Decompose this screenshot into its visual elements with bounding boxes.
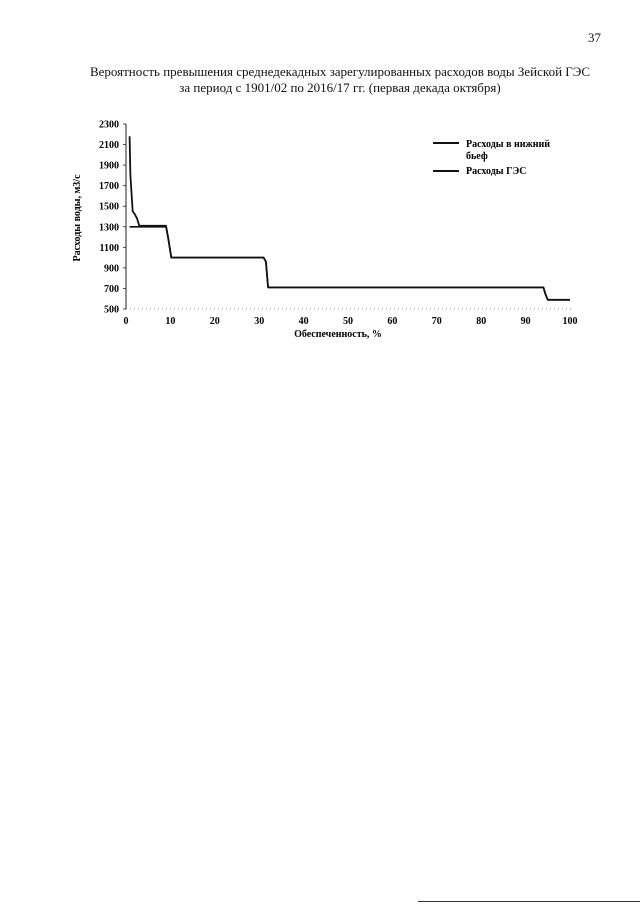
legend-label-lower-pool-part1: Расходы в нижний — [466, 139, 551, 150]
y-tick-label: 1300 — [99, 222, 119, 234]
page-edge-line — [418, 901, 640, 902]
series-line-lower-pool — [130, 136, 570, 299]
x-tick-labels — [124, 316, 578, 327]
legend-label-lower-pool-part2: бьеф — [466, 151, 488, 162]
x-tick-label: 50 — [343, 316, 353, 327]
y-tick-label: 1700 — [99, 181, 119, 193]
y-tick-label: 1900 — [99, 160, 119, 172]
y-tick-label: 1100 — [99, 242, 119, 254]
x-tick-label: 40 — [298, 316, 309, 327]
x-tick-label: 30 — [254, 316, 265, 327]
chart-title-line-2: за период с 1901/02 по 2016/17 гг. (первая декада октября) — [179, 80, 501, 95]
y-tick-label: 2100 — [99, 140, 119, 152]
legend — [433, 139, 553, 177]
page-number: 37 — [588, 30, 601, 45]
x-tick-label: 80 — [476, 316, 487, 327]
y-axis-label: Расходы воды, м3/с — [72, 174, 83, 262]
y-tick-label: 1500 — [99, 201, 119, 213]
x-tick-label: 70 — [431, 316, 442, 327]
series-line-ges — [130, 227, 570, 300]
x-tick-label: 90 — [520, 316, 531, 327]
y-tick-label: 2300 — [99, 119, 119, 131]
y-tick-labels — [99, 120, 126, 316]
x-tick-label: 60 — [387, 316, 398, 327]
y-tick-label: 700 — [104, 283, 119, 295]
y-tick-label: 500 — [104, 304, 119, 316]
x-tick-label: 0 — [123, 316, 129, 327]
axes — [126, 124, 572, 309]
legend-label-ges: Расходы ГЭС — [466, 166, 527, 177]
x-tick-label: 100 — [562, 316, 578, 327]
legend-label-lower-pool — [466, 139, 553, 162]
y-tick-label: 900 — [104, 263, 119, 275]
x-axis-label: Обеспеченность, % — [294, 329, 382, 340]
series-lines — [130, 136, 570, 299]
x-tick-label: 20 — [209, 316, 220, 327]
x-tick-label: 10 — [165, 316, 176, 327]
chart-title-line-1: Вероятность превышения среднедекадных зарегулированных расходов воды Зейской ГЭС — [89, 64, 591, 79]
